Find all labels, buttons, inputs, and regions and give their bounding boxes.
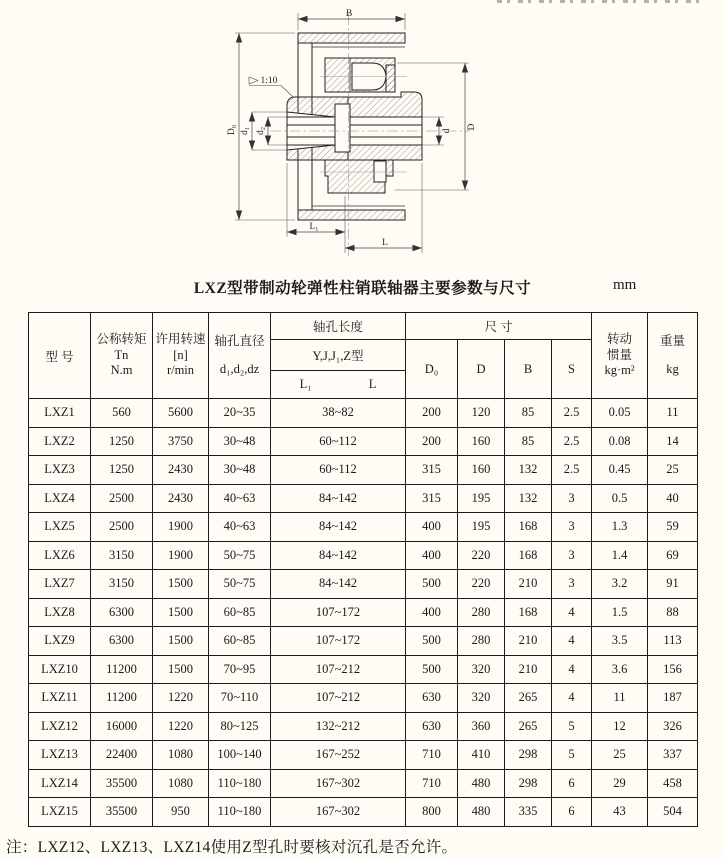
cell-d: 480 bbox=[458, 769, 505, 798]
header-weight-line2: kg bbox=[666, 361, 679, 376]
cell-d: 320 bbox=[458, 655, 505, 684]
elastic-pin-assembly bbox=[325, 58, 395, 92]
cell-s: 5 bbox=[552, 741, 592, 770]
header-inertia-line3: kg·m² bbox=[604, 363, 635, 378]
cell-bore_diameter: 50~75 bbox=[209, 570, 271, 599]
cell-torque: 1250 bbox=[91, 427, 153, 456]
cell-b: 132 bbox=[505, 456, 552, 485]
cell-weight: 113 bbox=[648, 627, 698, 656]
cell-torque: 16000 bbox=[91, 712, 153, 741]
cell-d0: 400 bbox=[406, 513, 458, 542]
cell-b: 298 bbox=[505, 741, 552, 770]
cell-s: 6 bbox=[552, 798, 592, 827]
cell-b: 168 bbox=[505, 598, 552, 627]
table-row bbox=[29, 741, 698, 770]
cell-d0: 630 bbox=[406, 684, 458, 713]
cell-model: LXZ6 bbox=[29, 541, 91, 570]
cell-weight: 187 bbox=[648, 684, 698, 713]
table-row bbox=[29, 399, 698, 428]
header-dimensions: 尺 寸 bbox=[406, 313, 592, 340]
header-bore-length: 轴孔长度 bbox=[271, 313, 406, 340]
cell-bore_length: 38~82 bbox=[271, 399, 406, 428]
cell-inertia: 1.5 bbox=[592, 598, 648, 627]
header-model: 型 号 bbox=[29, 313, 91, 399]
header-l1: L₁ bbox=[299, 377, 312, 391]
cell-speed: 1900 bbox=[153, 541, 209, 570]
cell-bore_diameter: 70~95 bbox=[209, 655, 271, 684]
cell-torque: 11200 bbox=[91, 684, 153, 713]
cell-weight: 40 bbox=[648, 484, 698, 513]
cell-weight: 88 bbox=[648, 598, 698, 627]
spacer-ring bbox=[335, 104, 350, 152]
cell-bore_diameter: 70~110 bbox=[209, 684, 271, 713]
cell-model: LXZ5 bbox=[29, 513, 91, 542]
cell-d: 160 bbox=[458, 427, 505, 456]
cell-speed: 1500 bbox=[153, 655, 209, 684]
cell-weight: 458 bbox=[648, 769, 698, 798]
header-inertia-line1: 转动 bbox=[607, 332, 633, 347]
cell-inertia: 11 bbox=[592, 684, 648, 713]
cell-s: 4 bbox=[552, 598, 592, 627]
cell-torque: 1250 bbox=[91, 456, 153, 485]
cell-d: 480 bbox=[458, 798, 505, 827]
cell-torque: 560 bbox=[91, 399, 153, 428]
cell-weight: 69 bbox=[648, 541, 698, 570]
cell-model: LXZ8 bbox=[29, 598, 91, 627]
cell-inertia: 1.4 bbox=[592, 541, 648, 570]
cell-d0: 315 bbox=[406, 484, 458, 513]
header-torque bbox=[91, 313, 153, 399]
header-bore-diameter-line2: d₁,d₂,dz bbox=[219, 361, 260, 376]
cell-inertia: 25 bbox=[592, 741, 648, 770]
header-l: L bbox=[368, 377, 377, 391]
header-d0: D₀ bbox=[406, 340, 458, 399]
cell-inertia: 12 bbox=[592, 712, 648, 741]
cell-model: LXZ9 bbox=[29, 627, 91, 656]
cell-d0: 400 bbox=[406, 541, 458, 570]
cell-bore_length: 60~112 bbox=[271, 456, 406, 485]
cell-b: 85 bbox=[505, 399, 552, 428]
cell-bore_length: 60~112 bbox=[271, 427, 406, 456]
cell-b: 85 bbox=[505, 427, 552, 456]
cell-model: LXZ13 bbox=[29, 741, 91, 770]
cell-d0: 710 bbox=[406, 741, 458, 770]
table-row bbox=[29, 684, 698, 713]
cell-weight: 14 bbox=[648, 427, 698, 456]
cell-d: 280 bbox=[458, 627, 505, 656]
cell-d: 410 bbox=[458, 741, 505, 770]
table-row bbox=[29, 627, 698, 656]
header-b: B bbox=[505, 340, 552, 399]
cell-inertia: 3.6 bbox=[592, 655, 648, 684]
cell-model: LXZ7 bbox=[29, 570, 91, 599]
table-row bbox=[29, 598, 698, 627]
table-row bbox=[29, 513, 698, 542]
cell-speed: 950 bbox=[153, 798, 209, 827]
cell-b: 168 bbox=[505, 513, 552, 542]
table-row bbox=[29, 798, 698, 827]
cell-model: LXZ15 bbox=[29, 798, 91, 827]
cell-speed: 3750 bbox=[153, 427, 209, 456]
cell-inertia: 0.05 bbox=[592, 399, 648, 428]
cell-speed: 1220 bbox=[153, 712, 209, 741]
cell-d0: 500 bbox=[406, 655, 458, 684]
cell-inertia: 0.08 bbox=[592, 427, 648, 456]
taper-symbol-icon bbox=[249, 77, 258, 84]
cell-d0: 400 bbox=[406, 598, 458, 627]
cell-bore_diameter: 40~63 bbox=[209, 484, 271, 513]
cell-speed: 1500 bbox=[153, 570, 209, 599]
cell-bore_diameter: 30~48 bbox=[209, 456, 271, 485]
dim-label-L1: L₁ bbox=[309, 222, 319, 232]
cell-d: 195 bbox=[458, 513, 505, 542]
cell-weight: 25 bbox=[648, 456, 698, 485]
cell-weight: 156 bbox=[648, 655, 698, 684]
cell-model: LXZ2 bbox=[29, 427, 91, 456]
header-bore-diameter-line1: 轴孔直径 bbox=[214, 333, 265, 348]
cell-d0: 710 bbox=[406, 769, 458, 798]
cell-bore_length: 84~142 bbox=[271, 484, 406, 513]
cell-speed: 2430 bbox=[153, 484, 209, 513]
cell-d: 280 bbox=[458, 598, 505, 627]
cell-d: 320 bbox=[458, 684, 505, 713]
cell-s: 2.5 bbox=[552, 456, 592, 485]
cell-d: 120 bbox=[458, 399, 505, 428]
cell-bore_length: 132~212 bbox=[271, 712, 406, 741]
dim-label-big-D: D bbox=[467, 123, 477, 131]
header-bore-length-types: Y,J,J₁,Z型 bbox=[271, 340, 406, 371]
cell-torque: 11200 bbox=[91, 655, 153, 684]
cell-speed: 1900 bbox=[153, 513, 209, 542]
cell-bore_diameter: 60~85 bbox=[209, 598, 271, 627]
cell-inertia: 1.3 bbox=[592, 513, 648, 542]
cell-bore_length: 167~302 bbox=[271, 798, 406, 827]
cell-torque: 6300 bbox=[91, 627, 153, 656]
cell-speed: 1500 bbox=[153, 627, 209, 656]
cell-model: LXZ10 bbox=[29, 655, 91, 684]
cell-speed: 1220 bbox=[153, 684, 209, 713]
footnote: 注：LXZ12、LXZ13、LXZ14使用Z型孔时要核对沉孔是否允许。 bbox=[6, 839, 458, 856]
dim-label-d: d bbox=[442, 128, 452, 134]
header-speed-line2: [n] bbox=[173, 347, 188, 362]
cell-model: LXZ4 bbox=[29, 484, 91, 513]
cell-d0: 630 bbox=[406, 712, 458, 741]
cell-b: 265 bbox=[505, 684, 552, 713]
table-row bbox=[29, 427, 698, 456]
cell-d0: 200 bbox=[406, 427, 458, 456]
cell-torque: 3150 bbox=[91, 570, 153, 599]
cell-torque: 35500 bbox=[91, 769, 153, 798]
cell-torque: 2500 bbox=[91, 513, 153, 542]
cell-b: 265 bbox=[505, 712, 552, 741]
cell-weight: 91 bbox=[648, 570, 698, 599]
cell-d0: 800 bbox=[406, 798, 458, 827]
table-row bbox=[29, 541, 698, 570]
cell-bore_length: 107~212 bbox=[271, 655, 406, 684]
cell-torque: 22400 bbox=[91, 741, 153, 770]
table-row bbox=[29, 769, 698, 798]
cell-speed: 1080 bbox=[153, 769, 209, 798]
cell-b: 335 bbox=[505, 798, 552, 827]
cell-s: 3 bbox=[552, 484, 592, 513]
cell-d0: 200 bbox=[406, 399, 458, 428]
unit-label: mm bbox=[613, 277, 637, 293]
dim-label-D0: D₀ bbox=[227, 124, 237, 136]
cell-model: LXZ11 bbox=[29, 684, 91, 713]
cell-bore_length: 167~252 bbox=[271, 741, 406, 770]
cell-s: 4 bbox=[552, 627, 592, 656]
cell-d: 160 bbox=[458, 456, 505, 485]
cell-b: 132 bbox=[505, 484, 552, 513]
header-torque-line1: 公称转矩Tn bbox=[96, 332, 147, 362]
cell-speed: 1500 bbox=[153, 598, 209, 627]
cell-d: 220 bbox=[458, 570, 505, 599]
header-bore-length-l1-l bbox=[271, 371, 406, 399]
cell-speed: 5600 bbox=[153, 399, 209, 428]
cell-d0: 500 bbox=[406, 570, 458, 599]
spec-table bbox=[28, 312, 698, 827]
cell-bore_length: 84~142 bbox=[271, 570, 406, 599]
cell-bore_length: 107~212 bbox=[271, 684, 406, 713]
cell-torque: 3150 bbox=[91, 541, 153, 570]
dim-label-L: L bbox=[382, 238, 388, 248]
spec-table-header bbox=[29, 313, 698, 399]
cell-d0: 500 bbox=[406, 627, 458, 656]
table-row bbox=[29, 712, 698, 741]
cell-bore_length: 107~172 bbox=[271, 627, 406, 656]
cell-inertia: 3.2 bbox=[592, 570, 648, 599]
coupling-cross-section-drawing bbox=[225, 0, 495, 268]
cell-d: 360 bbox=[458, 712, 505, 741]
header-speed bbox=[153, 313, 209, 399]
cell-b: 210 bbox=[505, 627, 552, 656]
cell-b: 298 bbox=[505, 769, 552, 798]
header-d: D bbox=[458, 340, 505, 399]
cell-model: LXZ1 bbox=[29, 399, 91, 428]
cell-bore_diameter: 50~75 bbox=[209, 541, 271, 570]
table-row bbox=[29, 655, 698, 684]
cell-bore_length: 84~142 bbox=[271, 541, 406, 570]
header-torque-line2: N.m bbox=[110, 363, 133, 378]
cell-bore_length: 84~142 bbox=[271, 513, 406, 542]
cell-bore_diameter: 110~180 bbox=[209, 798, 271, 827]
cell-bore_diameter: 80~125 bbox=[209, 712, 271, 741]
cell-b: 210 bbox=[505, 655, 552, 684]
header-s: S bbox=[552, 340, 592, 399]
header-inertia-line2: 惯量 bbox=[607, 347, 633, 362]
header-inertia bbox=[592, 313, 648, 399]
taper-label: 1:10 bbox=[260, 76, 278, 86]
cell-inertia: 0.5 bbox=[592, 484, 648, 513]
cell-d: 195 bbox=[458, 484, 505, 513]
cell-weight: 337 bbox=[648, 741, 698, 770]
cell-weight: 504 bbox=[648, 798, 698, 827]
cell-bore_diameter: 110~180 bbox=[209, 769, 271, 798]
cell-torque: 35500 bbox=[91, 798, 153, 827]
cell-d0: 315 bbox=[406, 456, 458, 485]
cell-d: 220 bbox=[458, 541, 505, 570]
cell-s: 4 bbox=[552, 655, 592, 684]
cell-speed: 2430 bbox=[153, 456, 209, 485]
cell-inertia: 3.5 bbox=[592, 627, 648, 656]
cell-bore_diameter: 60~85 bbox=[209, 627, 271, 656]
cell-bore_diameter: 40~63 bbox=[209, 513, 271, 542]
dim-label-d2: d₂ bbox=[256, 126, 266, 136]
cropped-text-fragment bbox=[497, 0, 705, 3]
cell-inertia: 29 bbox=[592, 769, 648, 798]
spec-table-body bbox=[29, 399, 698, 827]
cell-s: 3 bbox=[552, 570, 592, 599]
cell-speed: 1080 bbox=[153, 741, 209, 770]
cell-b: 210 bbox=[505, 570, 552, 599]
cell-inertia: 43 bbox=[592, 798, 648, 827]
cell-s: 4 bbox=[552, 684, 592, 713]
cell-b: 168 bbox=[505, 541, 552, 570]
cell-s: 6 bbox=[552, 769, 592, 798]
cell-weight: 11 bbox=[648, 399, 698, 428]
cell-s: 2.5 bbox=[552, 399, 592, 428]
cell-model: LXZ14 bbox=[29, 769, 91, 798]
cell-bore_length: 107~172 bbox=[271, 598, 406, 627]
header-bore-diameter bbox=[209, 313, 271, 399]
cell-model: LXZ3 bbox=[29, 456, 91, 485]
cell-bore_diameter: 30~48 bbox=[209, 427, 271, 456]
dim-label-d1: d₁ bbox=[240, 126, 250, 136]
header-weight bbox=[648, 313, 698, 399]
table-row bbox=[29, 484, 698, 513]
cell-bore_length: 167~302 bbox=[271, 769, 406, 798]
dim-label-B: B bbox=[345, 9, 353, 19]
header-speed-line3: r/min bbox=[166, 363, 195, 378]
table-row bbox=[29, 456, 698, 485]
cell-weight: 59 bbox=[648, 513, 698, 542]
cell-s: 5 bbox=[552, 712, 592, 741]
cell-torque: 6300 bbox=[91, 598, 153, 627]
cell-s: 3 bbox=[552, 513, 592, 542]
table-row bbox=[29, 570, 698, 599]
header-weight-line1: 重量 bbox=[660, 333, 686, 348]
cell-bore_diameter: 20~35 bbox=[209, 399, 271, 428]
cell-s: 2.5 bbox=[552, 427, 592, 456]
cell-model: LXZ12 bbox=[29, 712, 91, 741]
page-title: LXZ型带制动轮弹性柱销联轴器主要参数与尺寸 bbox=[193, 280, 532, 297]
cell-inertia: 0.45 bbox=[592, 456, 648, 485]
cell-s: 3 bbox=[552, 541, 592, 570]
cell-bore_diameter: 100~140 bbox=[209, 741, 271, 770]
title-row bbox=[0, 276, 725, 298]
cell-torque: 2500 bbox=[91, 484, 153, 513]
header-speed-line1: 许用转速 bbox=[155, 332, 206, 347]
cell-weight: 326 bbox=[648, 712, 698, 741]
